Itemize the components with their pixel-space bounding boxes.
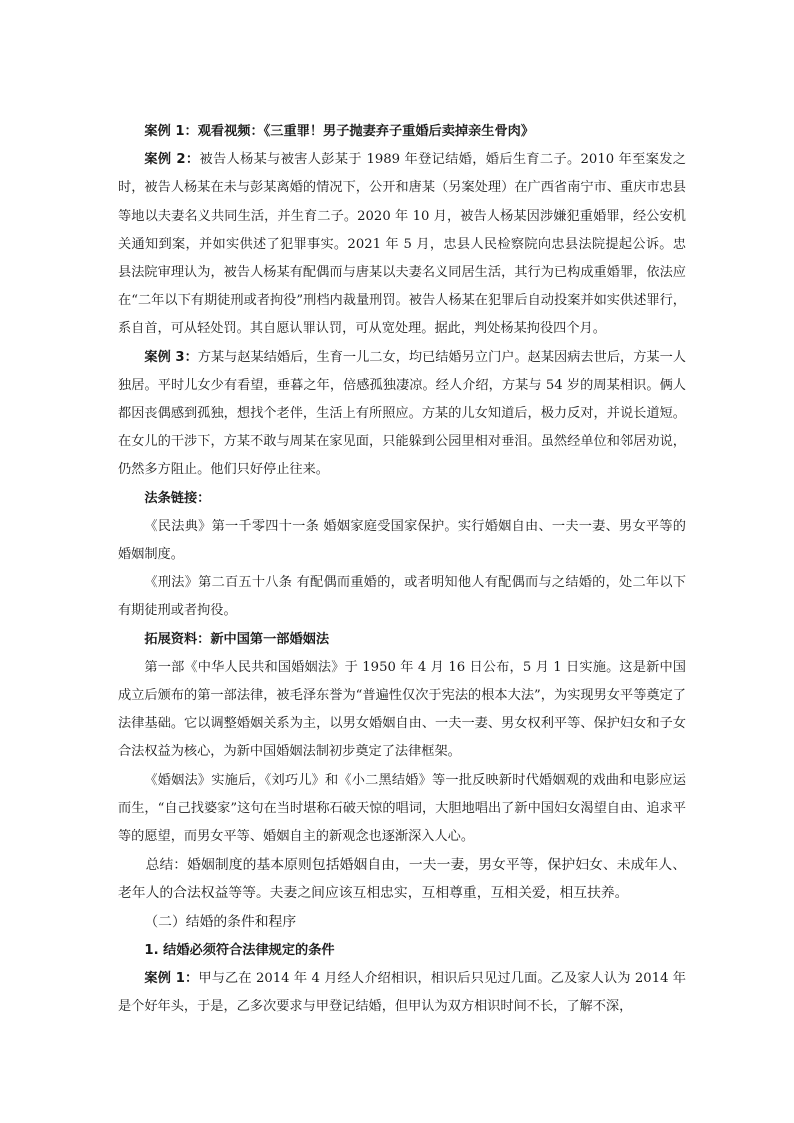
- civil-code-text: 《民法典》第一千零四十一条 婚姻家庭受国家保护。实行婚姻自由、一夫一妻、男女平等的婚姻制度。: [118, 518, 686, 563]
- subsection-heading: [118, 937, 686, 965]
- marriage-law-paragraph-2: [118, 767, 686, 852]
- summary-paragraph: [118, 851, 686, 907]
- case-3-paragraph: [118, 344, 686, 485]
- marriage-law-paragraph-1: [118, 654, 686, 767]
- case-2-paragraph: [118, 146, 686, 343]
- case-1b-label: 案例 1：: [144, 971, 199, 987]
- document-page: [118, 118, 686, 1022]
- case-2-text: 被告人杨某与被害人彭某于 1989 年登记结婚，婚后生育二子。2010 年至案发之时，被告人杨某在未与彭某离婚的情况下，公开和唐某（另案处理）在广西省南宁市、重庆市忠县等地以夫妻名义共同生活，并生育二子。2020 年 10 月，被告人杨某因涉嫌犯重婚罪，经公安机关通知到案，并如实供述了犯罪事实。2021 年 5 月，忠县人民检察院向忠县法院提起公诉。忠县法院审理认为，被告人杨某有配偶而与唐某以夫妻名义同居生活，其行为已构成重婚罪，依法应在“二年以下有期徒刑或者拘役”刑档内裁量刑罚。被告人杨某在犯罪后自动投案并如实供述罪行，系自首，可从轻处罚。其自愿认罪认罚，可从宽处理。据此，判处杨某拘役四个月。: [118, 152, 686, 337]
- case-1-title: 《三重罪！男子抛妻弃子重婚后卖掉亲生骨肉》: [263, 124, 535, 139]
- extended-material-heading: [118, 626, 686, 654]
- summary-text: 婚姻制度的基本原则包括婚姻自由，一夫一妻，男女平等，保护妇女、未成年人、老年人的合法权益等等。夫妻之间应该互相忠实，互相尊重，互相关爱，相互扶养。: [118, 857, 687, 902]
- summary-label: 总结：: [145, 857, 188, 874]
- law-links-heading: [118, 485, 686, 513]
- case-2-label: 案例 2：: [144, 152, 200, 168]
- case-3-text: 方某与赵某结婚后，生育一儿二女，均已结婚另立门户。赵某因病去世后，方某一人独居。平时儿女少有看望，垂暮之年，倍感孤独凄凉。经人介绍，方某与 54 岁的周某相识。俩人都因丧偶感到孤独，想找个老伴，生活上有所照应。方某的儿女知道后，极力反对，并说长道短。在女儿的干涉下，方某不敢与周某在家见面，只能躲到公园里相对垂泪。虽然经单位和邻居劝说，仍然多方阻止。他们只好停止往来。: [118, 349, 686, 478]
- marriage-law-text-2: 《婚姻法》实施后，《刘巧儿》和《小二黑结婚》等一批反映新时代婚姻观的戏曲和电影应运而生，“自己找婆家”这句在当时堪称石破天惊的唱词，大胆地唱出了新中国妇女渴望自由、追求平等的愿望，而男女平等、婚姻自主的新观念也逐渐深入人心。: [118, 772, 686, 845]
- law-links-label: 法条链接：: [144, 490, 211, 506]
- case-1b-text: 甲与乙在 2014 年 4 月经人介绍相识，相识后只见过几面。乙及家人认为 2014 年是个好年头，于是，乙多次要求与甲登记结婚，但甲认为双方相识时间不长，了解不深，: [118, 971, 686, 1015]
- case-1-label: 案例 1：观看视频：: [144, 124, 264, 139]
- civil-code-paragraph: [118, 513, 686, 569]
- subsection-heading-label: 1. 结婚必须符合法律规定的条件: [144, 942, 335, 958]
- case-1-paragraph: [118, 118, 686, 146]
- case-1b-paragraph: [118, 965, 686, 1021]
- extended-material-label: 拓展资料：新中国第一部婚姻法: [144, 631, 330, 647]
- case-3-label: 案例 3：: [144, 349, 198, 365]
- criminal-law-text: 《刑法》第二百五十八条 有配偶而重婚的，或者明知他人有配偶而与之结婚的，处二年以下有期徒刑或者拘役。: [118, 575, 686, 619]
- section-heading: [118, 908, 686, 937]
- section-heading-label: （二）结婚的条件和程序: [144, 913, 297, 930]
- criminal-law-paragraph: [118, 569, 686, 625]
- marriage-law-text-1: 第一部《中华人民共和国婚姻法》于 1950 年 4 月 16 日公布，5 月 1 日实施。这是新中国成立后颁布的第一部法律，被毛泽东誉为“普遍性仅次于宪法的根本大法”，为实现男女平等奠定了法律基础。它以调整婚姻关系为主，以男女婚姻自由、一夫一妻、男女权利平等、保护妇女和子女合法权益为核心，为新中国婚姻法制初步奠定了法律框架。: [118, 659, 686, 760]
